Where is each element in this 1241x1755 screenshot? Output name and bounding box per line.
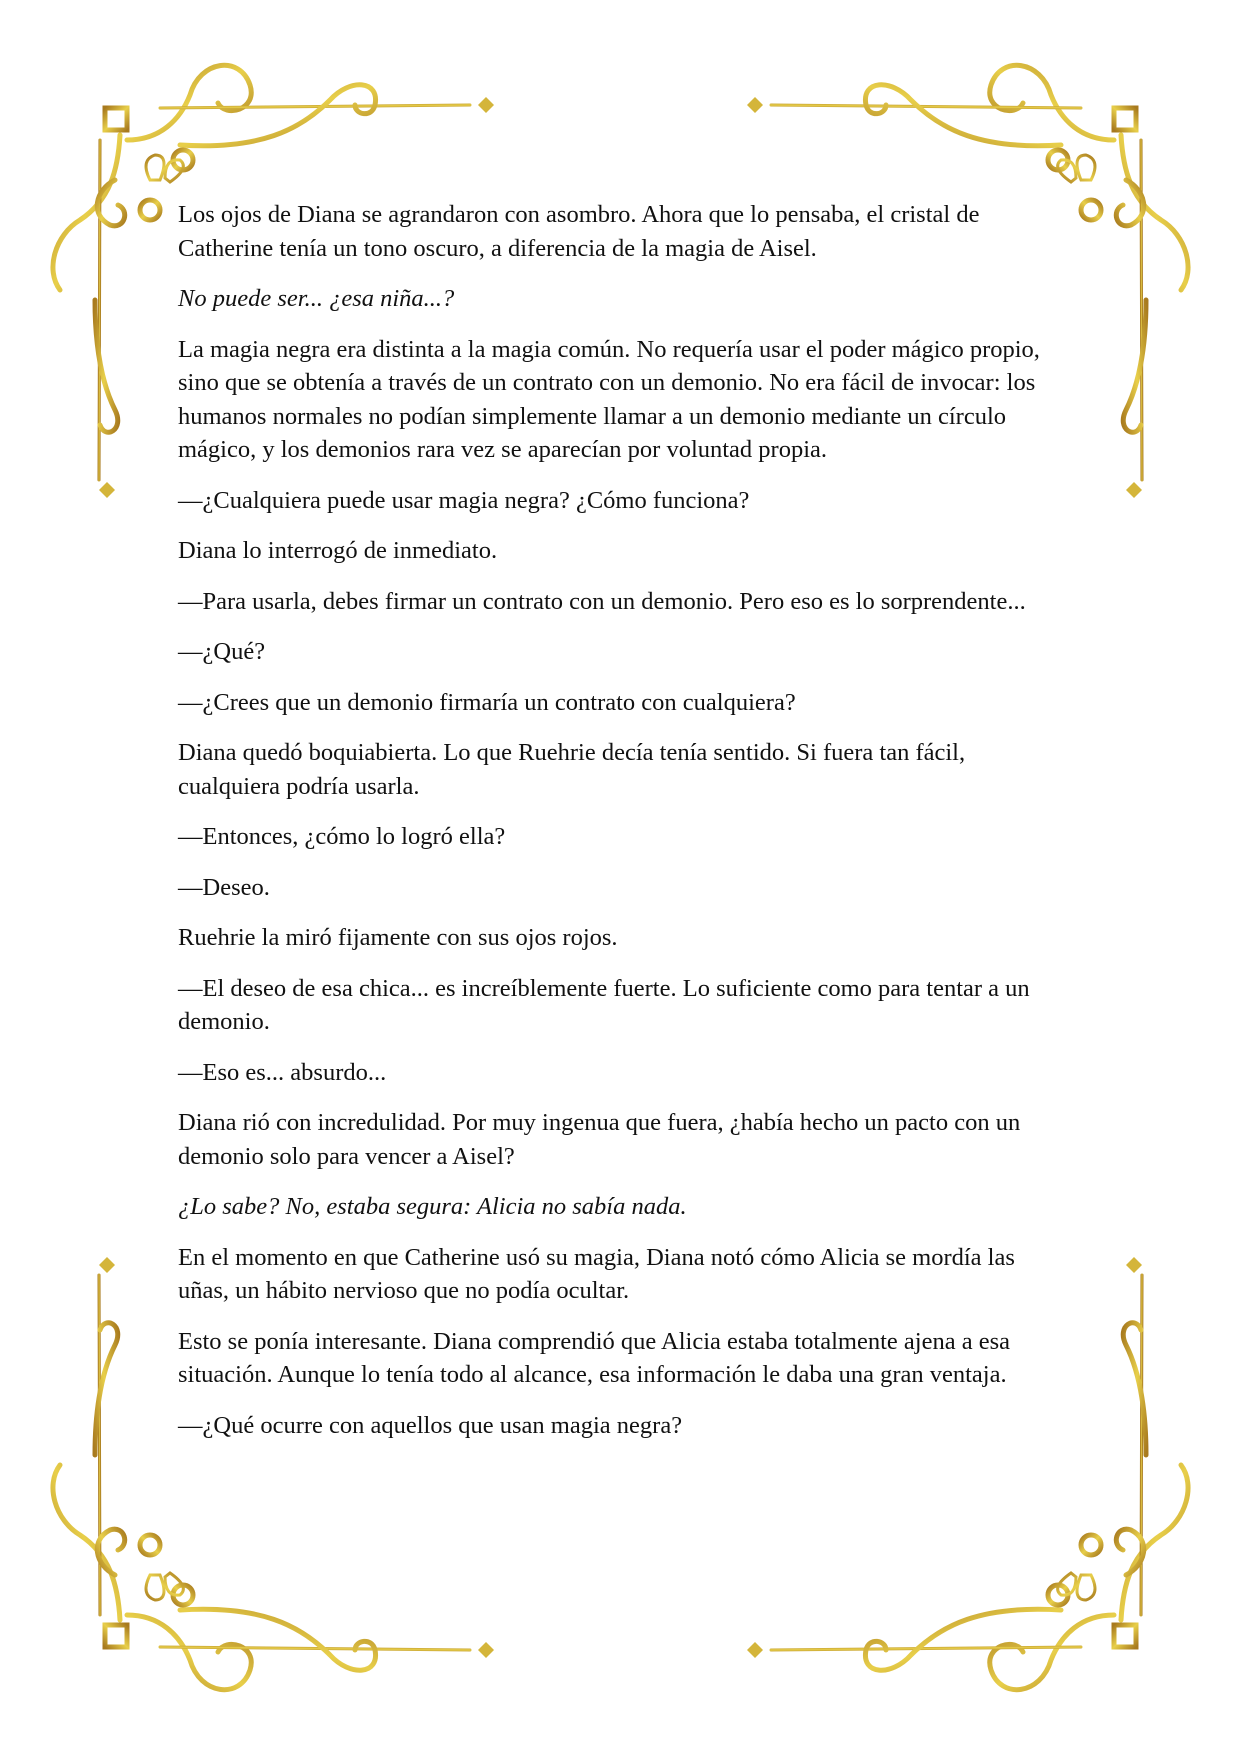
paragraph: La magia negra era distinta a la magia común. No requería usar el poder mágico propio, sino que se obtenía a través de un contrato con un demonio. No era fácil de invocar: los humanos normales no podían simplemente llamar a un demonio mediante un círculo mágico, y los demonios rara vez se aparecían por voluntad propia. [178,335,1040,463]
paragraph: —¿Qué? [178,638,266,665]
document-body [178,198,1070,1459]
paragraph: Diana quedó boquiabierta. Lo que Ruehrie decía tenía sentido. Si fuera tan fácil, cualquiera podría usarla. [178,739,966,800]
paragraph: —Deseo. [178,873,270,901]
paragraph: —Entonces, ¿cómo lo logró ella? [178,823,506,850]
paragraph: —¿Crees que un demonio firmaría un contrato con cualquiera? [178,688,796,716]
paragraph: Diana lo interrogó de inmediato. [178,537,498,564]
italic-thought-paragraph: No puede ser... ¿esa niña...? [178,285,455,312]
paragraph: —¿Qué ocurre con aquellos que usan magia negra? [178,1411,683,1439]
paragraph: En el momento en que Catherine usó su magia, Diana notó cómo Alicia se mordía las uñas, un hábito nervioso que no podía ocultar. [178,1243,1015,1304]
paragraph: —El deseo de esa chica... es increíblemente fuerte. Lo suficiente como para tentar a un demonio. [178,974,1030,1035]
paragraph: Los ojos de Diana se agrandaron con asombro. Ahora que lo pensaba, el cristal de Catherine tenía un tono oscuro, a diferencia de la magia de Aisel. [178,201,980,262]
paragraph: Esto se ponía interesante. Diana comprendió que Alicia estaba totalmente ajena a esa situación. Aunque lo tenía todo al alcance, esa información le daba una gran ventaja. [178,1327,1010,1388]
italic-thought-paragraph: ¿Lo sabe? No, estaba segura: Alicia no sabía nada. [178,1193,687,1220]
paragraph: —¿Cualquiera puede usar magia negra? ¿Cómo funciona? [178,486,750,514]
paragraph: —Eso es... absurdo... [178,1058,387,1086]
paragraph: Ruehrie la miró fijamente con sus ojos rojos. [178,924,618,951]
paragraph: Diana rió con incredulidad. Por muy ingenua que fuera, ¿había hecho un pacto con un demonio solo para vencer a Aisel? [178,1109,1021,1170]
paragraph: —Para usarla, debes firmar un contrato con un demonio. Pero eso es lo sorprendente... [178,587,1026,615]
